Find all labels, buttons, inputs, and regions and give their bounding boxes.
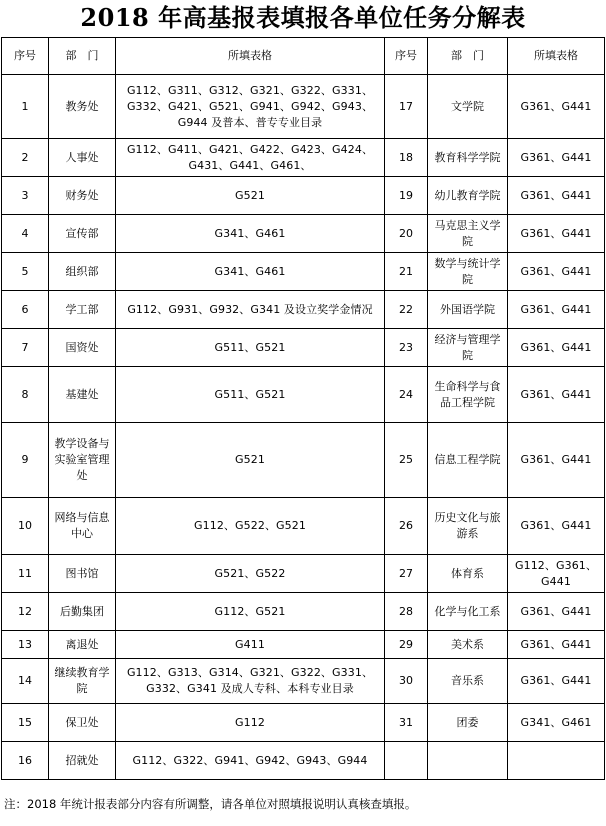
header-forms: 所填表格 bbox=[508, 38, 605, 75]
forms-cell: G511、G521 bbox=[116, 367, 385, 423]
dept-cell: 历史文化与旅游系 bbox=[428, 498, 508, 555]
table-row bbox=[2, 704, 605, 742]
dept-cell: 组织部 bbox=[49, 253, 116, 291]
forms-cell: G361、G441 bbox=[508, 593, 605, 631]
table-row bbox=[2, 555, 605, 593]
seq-cell: 30 bbox=[385, 659, 428, 704]
dept-cell: 教育科学学院 bbox=[428, 139, 508, 177]
dept-cell: 音乐系 bbox=[428, 659, 508, 704]
table-row bbox=[2, 291, 605, 329]
dept-cell: 教务处 bbox=[49, 75, 116, 139]
forms-cell: G361、G441 bbox=[508, 631, 605, 659]
seq-cell: 26 bbox=[385, 498, 428, 555]
forms-cell: G361、G441 bbox=[508, 139, 605, 177]
forms-cell: G361、G441 bbox=[508, 253, 605, 291]
dept-cell: 基建处 bbox=[49, 367, 116, 423]
seq-cell: 17 bbox=[385, 75, 428, 139]
dept-cell: 宣传部 bbox=[49, 215, 116, 253]
forms-cell: G361、G441 bbox=[508, 177, 605, 215]
forms-cell: G521 bbox=[116, 423, 385, 498]
forms-cell: G361、G441 bbox=[508, 659, 605, 704]
footnote: 注：2018 年统计报表部分内容有所调整，请各单位对照填报说明认真核查填报。 bbox=[4, 797, 417, 811]
seq-cell: 21 bbox=[385, 253, 428, 291]
table-row bbox=[2, 75, 605, 139]
dept-cell: 文学院 bbox=[428, 75, 508, 139]
dept-cell: 后勤集团 bbox=[49, 593, 116, 631]
seq-cell: 11 bbox=[2, 555, 49, 593]
table-row bbox=[2, 253, 605, 291]
table-row bbox=[2, 659, 605, 704]
dept-cell: 幼儿教育学院 bbox=[428, 177, 508, 215]
forms-cell: G112 bbox=[116, 704, 385, 742]
seq-cell: 23 bbox=[385, 329, 428, 367]
seq-cell: 4 bbox=[2, 215, 49, 253]
forms-cell: G341、G461 bbox=[116, 253, 385, 291]
table-row bbox=[2, 367, 605, 423]
forms-cell: G112、G322、G941、G942、G943、G944 bbox=[116, 742, 385, 780]
forms-cell: G112、G931、G932、G341 及设立奖学金情况 bbox=[116, 291, 385, 329]
seq-cell bbox=[385, 742, 428, 780]
dept-cell: 国资处 bbox=[49, 329, 116, 367]
forms-cell: G511、G521 bbox=[116, 329, 385, 367]
seq-cell: 9 bbox=[2, 423, 49, 498]
dept-cell bbox=[428, 742, 508, 780]
seq-cell: 2 bbox=[2, 139, 49, 177]
seq-cell: 29 bbox=[385, 631, 428, 659]
seq-cell: 5 bbox=[2, 253, 49, 291]
forms-cell: G361、G441 bbox=[508, 75, 605, 139]
seq-cell: 1 bbox=[2, 75, 49, 139]
seq-cell: 14 bbox=[2, 659, 49, 704]
dept-cell: 经济与管理学院 bbox=[428, 329, 508, 367]
table-row bbox=[2, 215, 605, 253]
seq-cell: 19 bbox=[385, 177, 428, 215]
table-row bbox=[2, 177, 605, 215]
dept-cell: 网络与信息中心 bbox=[49, 498, 116, 555]
table-row bbox=[2, 742, 605, 780]
seq-cell: 24 bbox=[385, 367, 428, 423]
seq-cell: 13 bbox=[2, 631, 49, 659]
dept-cell: 教学设备与实验室管理处 bbox=[49, 423, 116, 498]
forms-cell: G112、G521 bbox=[116, 593, 385, 631]
table-row bbox=[2, 631, 605, 659]
forms-cell: G361、G441 bbox=[508, 367, 605, 423]
dept-cell: 离退处 bbox=[49, 631, 116, 659]
forms-cell: G521 bbox=[116, 177, 385, 215]
forms-cell: G361、G441 bbox=[508, 498, 605, 555]
forms-cell: G361、G441 bbox=[508, 423, 605, 498]
seq-cell: 27 bbox=[385, 555, 428, 593]
table-row bbox=[2, 139, 605, 177]
dept-cell: 保卫处 bbox=[49, 704, 116, 742]
task-table bbox=[1, 37, 605, 780]
dept-cell: 继续教育学院 bbox=[49, 659, 116, 704]
forms-cell: G112、G361、G441 bbox=[508, 555, 605, 593]
seq-cell: 6 bbox=[2, 291, 49, 329]
forms-cell: G112、G522、G521 bbox=[116, 498, 385, 555]
header-forms: 所填表格 bbox=[116, 38, 385, 75]
forms-cell: G112、G311、G312、G321、G322、G331、G332、G421、G521、G941、G942、G943、G944 及普本、普专专业目录 bbox=[116, 75, 385, 139]
table-row bbox=[2, 423, 605, 498]
header-row bbox=[2, 38, 605, 75]
seq-cell: 8 bbox=[2, 367, 49, 423]
dept-cell: 体育系 bbox=[428, 555, 508, 593]
dept-cell: 生命科学与食品工程学院 bbox=[428, 367, 508, 423]
seq-cell: 10 bbox=[2, 498, 49, 555]
seq-cell: 20 bbox=[385, 215, 428, 253]
dept-cell: 信息工程学院 bbox=[428, 423, 508, 498]
seq-cell: 18 bbox=[385, 139, 428, 177]
header-seq: 序号 bbox=[385, 38, 428, 75]
seq-cell: 3 bbox=[2, 177, 49, 215]
header-dept: 部 门 bbox=[428, 38, 508, 75]
page-title: 2018 年高基报表填报各单位任务分解表 bbox=[80, 3, 526, 32]
forms-cell bbox=[508, 742, 605, 780]
dept-cell: 化学与化工系 bbox=[428, 593, 508, 631]
forms-cell: G112、G411、G421、G422、G423、G424、G431、G441、G461、 bbox=[116, 139, 385, 177]
dept-cell: 人事处 bbox=[49, 139, 116, 177]
forms-cell: G521、G522 bbox=[116, 555, 385, 593]
header-seq: 序号 bbox=[2, 38, 49, 75]
dept-cell: 图书馆 bbox=[49, 555, 116, 593]
seq-cell: 12 bbox=[2, 593, 49, 631]
dept-cell: 美术系 bbox=[428, 631, 508, 659]
seq-cell: 31 bbox=[385, 704, 428, 742]
forms-cell: G341、G461 bbox=[116, 215, 385, 253]
dept-cell: 数学与统计学院 bbox=[428, 253, 508, 291]
seq-cell: 22 bbox=[385, 291, 428, 329]
table-row bbox=[2, 593, 605, 631]
forms-cell: G361、G441 bbox=[508, 215, 605, 253]
dept-cell: 学工部 bbox=[49, 291, 116, 329]
seq-cell: 7 bbox=[2, 329, 49, 367]
forms-cell: G341、G461 bbox=[508, 704, 605, 742]
dept-cell: 马克思主义学院 bbox=[428, 215, 508, 253]
dept-cell: 团委 bbox=[428, 704, 508, 742]
seq-cell: 28 bbox=[385, 593, 428, 631]
forms-cell: G361、G441 bbox=[508, 329, 605, 367]
dept-cell: 财务处 bbox=[49, 177, 116, 215]
seq-cell: 25 bbox=[385, 423, 428, 498]
header-dept: 部 门 bbox=[49, 38, 116, 75]
forms-cell: G361、G441 bbox=[508, 291, 605, 329]
dept-cell: 招就处 bbox=[49, 742, 116, 780]
forms-cell: G112、G313、G314、G321、G322、G331、G332、G341 及成人专科、本科专业目录 bbox=[116, 659, 385, 704]
table-row bbox=[2, 329, 605, 367]
seq-cell: 16 bbox=[2, 742, 49, 780]
table-row bbox=[2, 498, 605, 555]
dept-cell: 外国语学院 bbox=[428, 291, 508, 329]
forms-cell: G411 bbox=[116, 631, 385, 659]
seq-cell: 15 bbox=[2, 704, 49, 742]
